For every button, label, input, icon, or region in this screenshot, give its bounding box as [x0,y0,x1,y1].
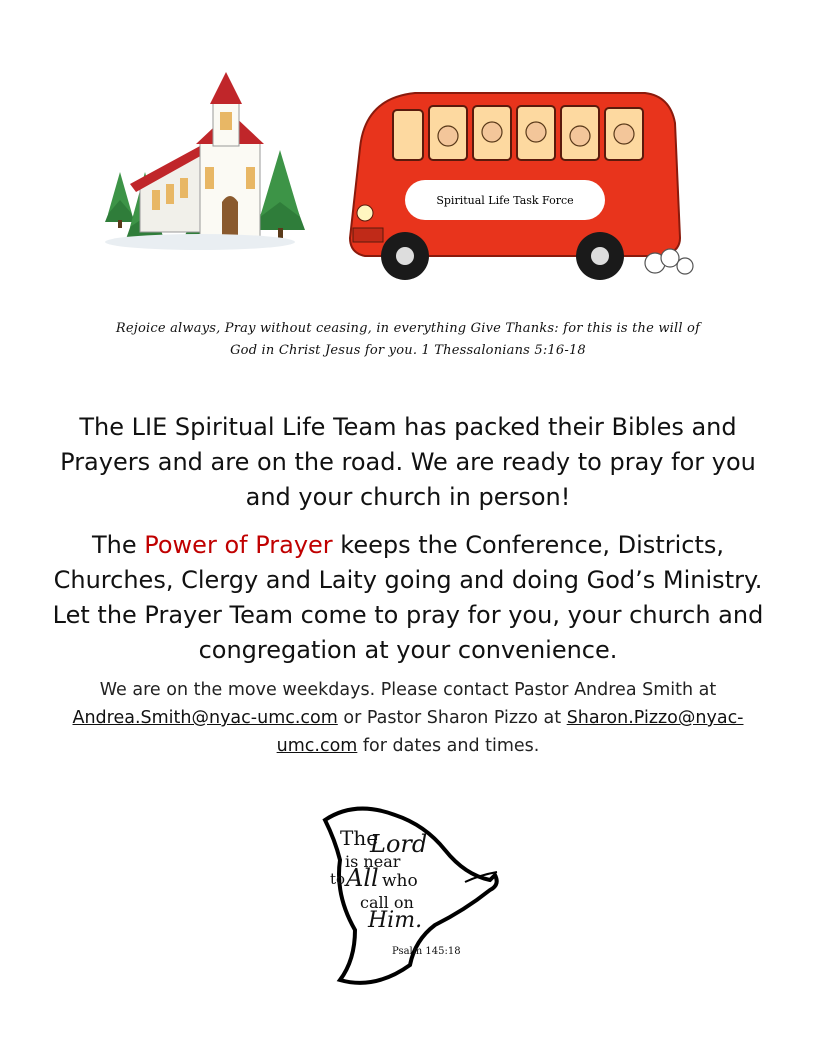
church-illustration [100,72,305,252]
dove-word-the: The [340,826,379,850]
dove-word-is-near: is near [345,852,401,871]
verse-line-2: God in Christ Jesus for you. 1 Thessalonians 5:16-18 [230,343,586,358]
dove-word-to: to [330,870,346,888]
contact-paragraph [40,676,776,760]
contact-text-1: We are on the move weekdays. Please contact Pastor Andrea Smith at [99,680,717,700]
power-of-prayer-highlight: Power of Prayer [144,531,333,559]
contact-text-3: for dates and times. [357,736,540,756]
pine-tree-icon [255,150,305,238]
sharon-email-link[interactable]: Sharon.Pizzo@nyac-umc.com [276,708,744,756]
bus-banner: Spiritual Life Task Force [405,180,605,220]
andrea-email-link[interactable]: Andrea.Smith@nyac-umc.com [72,708,338,728]
dove-word-him: Him. [368,908,423,933]
contact-text-2: or Pastor Sharon Pizzo at [337,708,567,728]
verse-line-1: Rejoice always, Pray without ceasing, in everything Give Thanks: for this is the will of [115,321,701,336]
pine-tree-icon [105,172,135,228]
scripture-verse [80,318,736,362]
para2-after: keeps the Conference, Districts, Churches, Clergy and Laity going and doing God’s Ministry. Let the Prayer Team come to pray for you, your church and congregation at your convenience. [52,531,764,664]
dove-word-call-on: call on [360,893,414,912]
dove-reference: Psalm 145:18 [392,946,461,957]
dove-word-lord: Lord [370,830,428,858]
para2-before: The [91,531,145,559]
dove-word-all: All [346,864,379,892]
dove-word-who: who [382,871,418,891]
intro-paragraph: The LIE Spiritual Life Team has packed their Bibles and Prayers and are on the road. We are ready to pray for you and your church in person! [60,413,756,511]
power-of-prayer-paragraph [40,528,776,668]
